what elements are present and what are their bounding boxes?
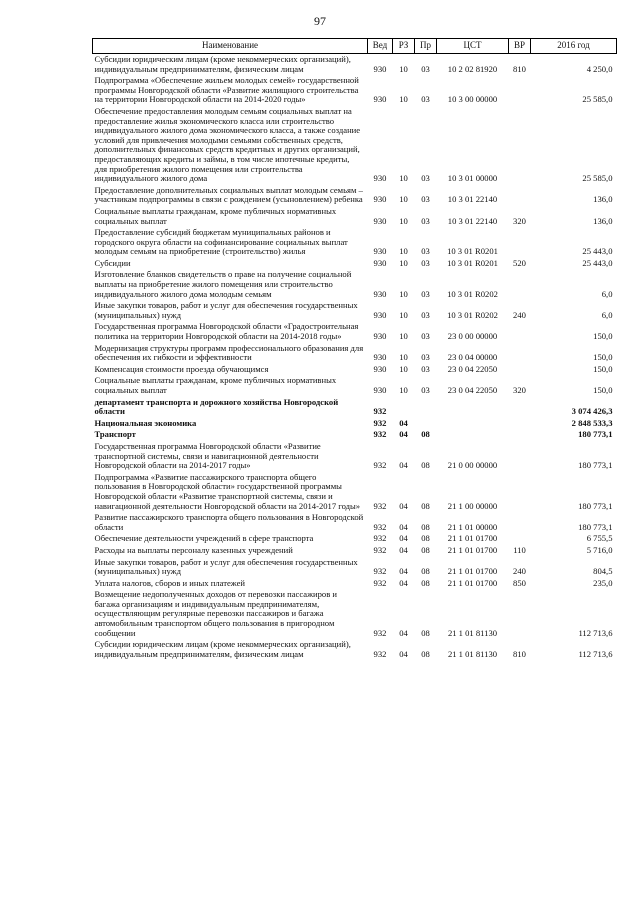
row-vr: 240 [513, 309, 526, 320]
table-row [93, 578, 617, 590]
row-cst: 21 1 00 00000 [447, 500, 498, 511]
row-cst: 10 3 00 00000 [447, 94, 498, 105]
header-year: 2016 год [531, 39, 617, 54]
row-cst: 21 0 00 00000 [447, 460, 498, 471]
row-pr: 03 [421, 173, 430, 184]
row-vr [509, 589, 531, 639]
row-sum: 150,0 [593, 385, 613, 395]
table-row [93, 512, 617, 533]
row-vr [509, 185, 531, 206]
row-pr: 03 [421, 331, 430, 342]
row-vr: 110 [513, 544, 526, 555]
row-cst: 10 3 01 R0202 [447, 288, 498, 299]
row-cst: 10 3 01 R0202 [447, 309, 498, 320]
row-vr [509, 472, 531, 512]
row-name: Обеспечение предоставления молодым семьям социальных выплат на предоставление жилья экономического класса или строительство индивидуального жилого дома экономического класса, а также создание условий для привлечения молодыми семьями собственных средств, дополнительных финансовых средств кредитных и других организаций, предоставляющих кредиты и займы, в том числе ипотечные кредиты, для приобретения жилого помещения или строительства индивидуального жилого дома [94, 105, 361, 184]
row-rz: 04 [399, 577, 408, 588]
row-rz: 04 [399, 521, 408, 532]
row-pr: 03 [421, 309, 430, 320]
row-cst: 10 3 01 22140 [447, 194, 498, 205]
row-pr: 08 [421, 627, 430, 638]
row-cst: 21 1 01 01700 [447, 577, 498, 588]
row-sum: 6,0 [601, 309, 613, 320]
table-row [93, 269, 617, 300]
row-pr: 08 [421, 521, 430, 532]
row-ved: 932 [373, 544, 387, 555]
row-rz: 10 [399, 63, 408, 74]
row-rz: 10 [399, 331, 408, 342]
row-pr: 03 [421, 363, 430, 374]
row-vr: 810 [513, 648, 526, 659]
row-sum: 6,0 [601, 288, 613, 299]
row-pr: 08 [421, 566, 430, 577]
row-rz: 10 [399, 246, 408, 257]
row-sum: 112 713,6 [578, 648, 613, 659]
row-name: Предоставление дополнительных социальных выплат молодым семьям – участникам подпрограммы в связи с рождением (усыновлением) ребенка [94, 184, 363, 205]
row-name: Развитие пассажирского транспорта общего пользования в Новгородской области [94, 512, 364, 532]
row-pr: 08 [421, 429, 430, 440]
row-sum: 804,5 [593, 566, 613, 577]
row-cst [437, 429, 509, 441]
row-rz: 10 [399, 257, 408, 268]
row-pr: 08 [421, 648, 430, 659]
row-ved: 932 [373, 566, 387, 577]
row-cst [437, 418, 509, 430]
row-rz: 10 [399, 385, 408, 395]
row-cst: 10 3 01 22140 [447, 215, 498, 226]
row-vr: 850 [513, 577, 526, 588]
table-row [93, 375, 617, 396]
row-name: Иные закупки товаров, работ и услуг для обеспечения государственных (муниципальных) нужд [94, 300, 358, 320]
row-name: Иные закупки товаров, работ и услуг для обеспечения государственных (муниципальных) нужд [94, 556, 358, 577]
row-rz: 04 [399, 417, 408, 428]
row-vr [509, 512, 531, 533]
row-pr: 08 [421, 500, 430, 511]
row-vr [509, 441, 531, 472]
row-vr: 240 [513, 566, 526, 577]
row-rz: 10 [399, 352, 408, 363]
page-number: 97 [314, 14, 326, 28]
row-ved: 932 [373, 577, 387, 588]
row-pr: 03 [421, 385, 430, 395]
row-name: Подпрограмма «Обеспечение жильем молодых семей» государственной программы Новгородской области «Развитие жилищного строительства на территории Новгородской области на 2014-2020 годы» [94, 75, 359, 105]
row-vr [509, 106, 531, 185]
table-row [93, 639, 617, 660]
row-sum: 180 773,1 [578, 500, 613, 511]
row-sum: 25 443,0 [582, 246, 613, 257]
row-vr [509, 397, 531, 418]
row-ved: 930 [373, 385, 387, 395]
row-pr: 03 [421, 257, 430, 268]
table-row [93, 206, 617, 227]
row-ved: 930 [373, 246, 387, 257]
row-vr [509, 533, 531, 545]
row-name: департамент транспорта и дорожного хозяйства Новгородской области [94, 396, 339, 417]
row-ved: 930 [373, 309, 387, 320]
row-sum: 150,0 [593, 363, 613, 374]
row-name: Обеспечение деятельности учреждений в сфере транспорта [94, 533, 314, 544]
row-rz [393, 397, 415, 418]
row-vr [509, 343, 531, 364]
row-sum: 136,0 [593, 194, 613, 205]
table-header [93, 39, 617, 54]
table-row [93, 441, 617, 472]
row-name: Подпрограмма «Развитие пассажирского транспорта общего пользования в Новгородской области» государственной программы Новгородской области «Развитие транспортной системы, связи и навигационной деятельности Новгородской области на 2014-2017 годы» [94, 471, 361, 511]
row-cst: 10 3 01 00000 [447, 173, 498, 184]
row-pr: 08 [421, 544, 430, 555]
row-sum: 4 250,0 [586, 63, 613, 74]
table-row [93, 472, 617, 512]
row-cst: 23 0 04 22050 [447, 385, 498, 395]
row-ved: 930 [373, 257, 387, 268]
row-vr [509, 364, 531, 376]
row-pr [415, 397, 437, 418]
table-row [93, 106, 617, 185]
row-ved: 930 [373, 94, 387, 105]
row-cst: 21 1 01 81130 [447, 627, 498, 638]
row-pr: 03 [421, 288, 430, 299]
row-rz: 04 [399, 429, 408, 440]
table-row [93, 75, 617, 106]
row-sum: 3 074 426,3 [571, 406, 613, 417]
header-row [93, 39, 617, 54]
row-sum: 180 773,1 [578, 429, 613, 440]
row-rz: 10 [399, 94, 408, 105]
row-pr: 08 [421, 533, 430, 544]
row-ved: 932 [373, 533, 387, 544]
row-pr: 03 [421, 246, 430, 257]
row-rz: 10 [399, 288, 408, 299]
row-vr: 520 [513, 257, 526, 268]
row-cst: 21 1 01 01700 [447, 533, 498, 544]
row-name: Возмещение недополученных доходов от перевозки пассажиров и багажа организациям и индивидуальным предпринимателям, осуществляющим регулярные перевозки пассажиров и багажа автомобильным транспортом общего пользования в пригородном сообщении [94, 589, 338, 638]
row-cst: 23 0 04 22050 [447, 363, 498, 374]
row-name: Субсидии юридическим лицам (кроме некоммерческих организаций), индивидуальным предпринимателям, физическим лицам [94, 54, 351, 74]
row-name: Социальные выплаты гражданам, кроме публичных нормативных социальных выплат [94, 205, 337, 226]
row-ved: 930 [373, 173, 387, 184]
row-cst: 21 1 01 01700 [447, 544, 498, 555]
table-row [93, 343, 617, 364]
table-row [93, 300, 617, 321]
row-sum: 2 848 533,3 [571, 417, 613, 428]
table-row [93, 589, 617, 639]
row-rz: 04 [399, 648, 408, 659]
row-rz: 10 [399, 173, 408, 184]
row-ved: 930 [373, 352, 387, 363]
header-pr: Пр [415, 39, 437, 54]
row-cst: 21 1 01 00000 [447, 521, 498, 532]
row-ved: 932 [373, 500, 387, 511]
row-sum: 235,0 [593, 577, 613, 588]
row-ved: 932 [373, 460, 387, 471]
row-name: Государственная программа Новгородской области «Градостроительная политика на территории Новгородской области на 2014-2018 годы» [94, 321, 359, 342]
row-pr: 03 [421, 63, 430, 74]
row-sum: 180 773,1 [578, 521, 613, 532]
row-rz: 10 [399, 215, 408, 226]
row-name: Субсидии [94, 257, 131, 268]
row-cst: 23 0 04 00000 [447, 352, 498, 363]
header-rz: РЗ [393, 39, 415, 54]
row-ved: 930 [373, 194, 387, 205]
row-sum: 25 585,0 [582, 94, 613, 105]
row-rz: 04 [399, 460, 408, 471]
row-name: Предоставление субсидий бюджетам муниципальных районов и городского округа области на софинансирование социальных выплат молодым семьям на приобретение (строительство) жилья [94, 227, 348, 257]
row-sum: 136,0 [593, 215, 613, 226]
row-ved: 932 [373, 417, 387, 428]
row-ved: 930 [373, 288, 387, 299]
row-vr [509, 429, 531, 441]
table-row [93, 185, 617, 206]
row-name: Государственная программа Новгородской области «Развитие транспортной системы, связи и навигационной деятельности Новгородской области на 2014-2017 годы» [94, 440, 321, 471]
row-sum: 150,0 [593, 331, 613, 342]
row-cst: 21 1 01 81130 [447, 648, 498, 659]
row-ved: 932 [373, 648, 387, 659]
row-ved: 932 [373, 627, 387, 638]
row-pr: 08 [421, 460, 430, 471]
row-rz: 04 [399, 533, 408, 544]
row-vr [509, 75, 531, 106]
row-vr [509, 321, 531, 342]
row-sum: 180 773,1 [578, 460, 613, 471]
table-row [93, 321, 617, 342]
row-ved: 930 [373, 63, 387, 74]
table-row [93, 557, 617, 578]
header-name: Наименование [93, 39, 368, 54]
row-rz: 10 [399, 363, 408, 374]
row-pr [415, 418, 437, 430]
table-row [93, 227, 617, 258]
budget-table [92, 38, 617, 660]
row-vr: 320 [513, 215, 526, 226]
table-row [93, 545, 617, 557]
row-rz: 04 [399, 566, 408, 577]
row-pr: 08 [421, 577, 430, 588]
row-sum: 112 713,6 [578, 627, 613, 638]
row-pr: 03 [421, 352, 430, 363]
row-rz: 04 [399, 500, 408, 511]
row-pr: 03 [421, 194, 430, 205]
row-cst: 10 3 01 R0201 [447, 257, 498, 268]
row-rz: 10 [399, 194, 408, 205]
row-name: Изготовление бланков свидетельств о праве на получение социальной выплаты на приобретение жилого помещения или строительство индивидуального жилого дома молодым семьям [94, 269, 352, 299]
table-row [93, 429, 617, 441]
row-cst: 23 0 00 00000 [447, 331, 498, 342]
table-row [93, 258, 617, 270]
row-cst [437, 397, 509, 418]
row-vr [509, 269, 531, 300]
table-row [93, 364, 617, 376]
table-row [93, 397, 617, 418]
row-vr [509, 418, 531, 430]
row-name: Уплата налогов, сборов и иных платежей [94, 577, 246, 588]
row-cst: 10 2 02 81920 [447, 63, 498, 74]
table-row [93, 54, 617, 76]
row-rz: 10 [399, 309, 408, 320]
header-ved: Вед [368, 39, 393, 54]
row-ved: 932 [373, 521, 387, 532]
row-name: Компенсация стоимости проезда обучающимся [94, 363, 269, 374]
row-rz: 04 [399, 627, 408, 638]
row-name: Социальные выплаты гражданам, кроме публичных нормативных социальных выплат [94, 375, 337, 395]
row-ved: 930 [373, 331, 387, 342]
row-name: Транспорт [94, 429, 136, 440]
header-cst: ЦСТ [437, 39, 509, 54]
row-cst: 21 1 01 01700 [447, 566, 498, 577]
row-sum: 6 755,5 [586, 533, 613, 544]
row-pr: 03 [421, 215, 430, 226]
header-vr: ВР [509, 39, 531, 54]
row-rz: 04 [399, 544, 408, 555]
row-sum: 5 716,0 [586, 544, 613, 555]
row-vr: 810 [513, 63, 526, 74]
row-ved: 930 [373, 363, 387, 374]
row-sum: 25 585,0 [582, 173, 613, 184]
row-cst: 10 3 01 R0201 [447, 246, 498, 257]
row-name: Субсидии юридическим лицам (кроме некоммерческих организаций), индивидуальным предпринимателям, физическим лицам [94, 639, 351, 659]
row-pr: 03 [421, 94, 430, 105]
row-vr: 320 [513, 385, 526, 395]
table-row [93, 418, 617, 430]
row-ved: 930 [373, 215, 387, 226]
row-name: Расходы на выплаты персоналу казенных учреждений [94, 544, 293, 555]
row-ved: 932 [373, 406, 387, 417]
row-name: Национальная экономика [94, 417, 197, 428]
table-body [93, 54, 617, 661]
row-name: Модернизация структуры программ профессионального образования для обеспечения их гибкости и эффективности [94, 342, 364, 363]
row-ved: 932 [373, 429, 387, 440]
row-vr [509, 227, 531, 258]
row-sum: 150,0 [593, 352, 613, 363]
table-row [93, 533, 617, 545]
row-sum: 25 443,0 [582, 257, 613, 268]
